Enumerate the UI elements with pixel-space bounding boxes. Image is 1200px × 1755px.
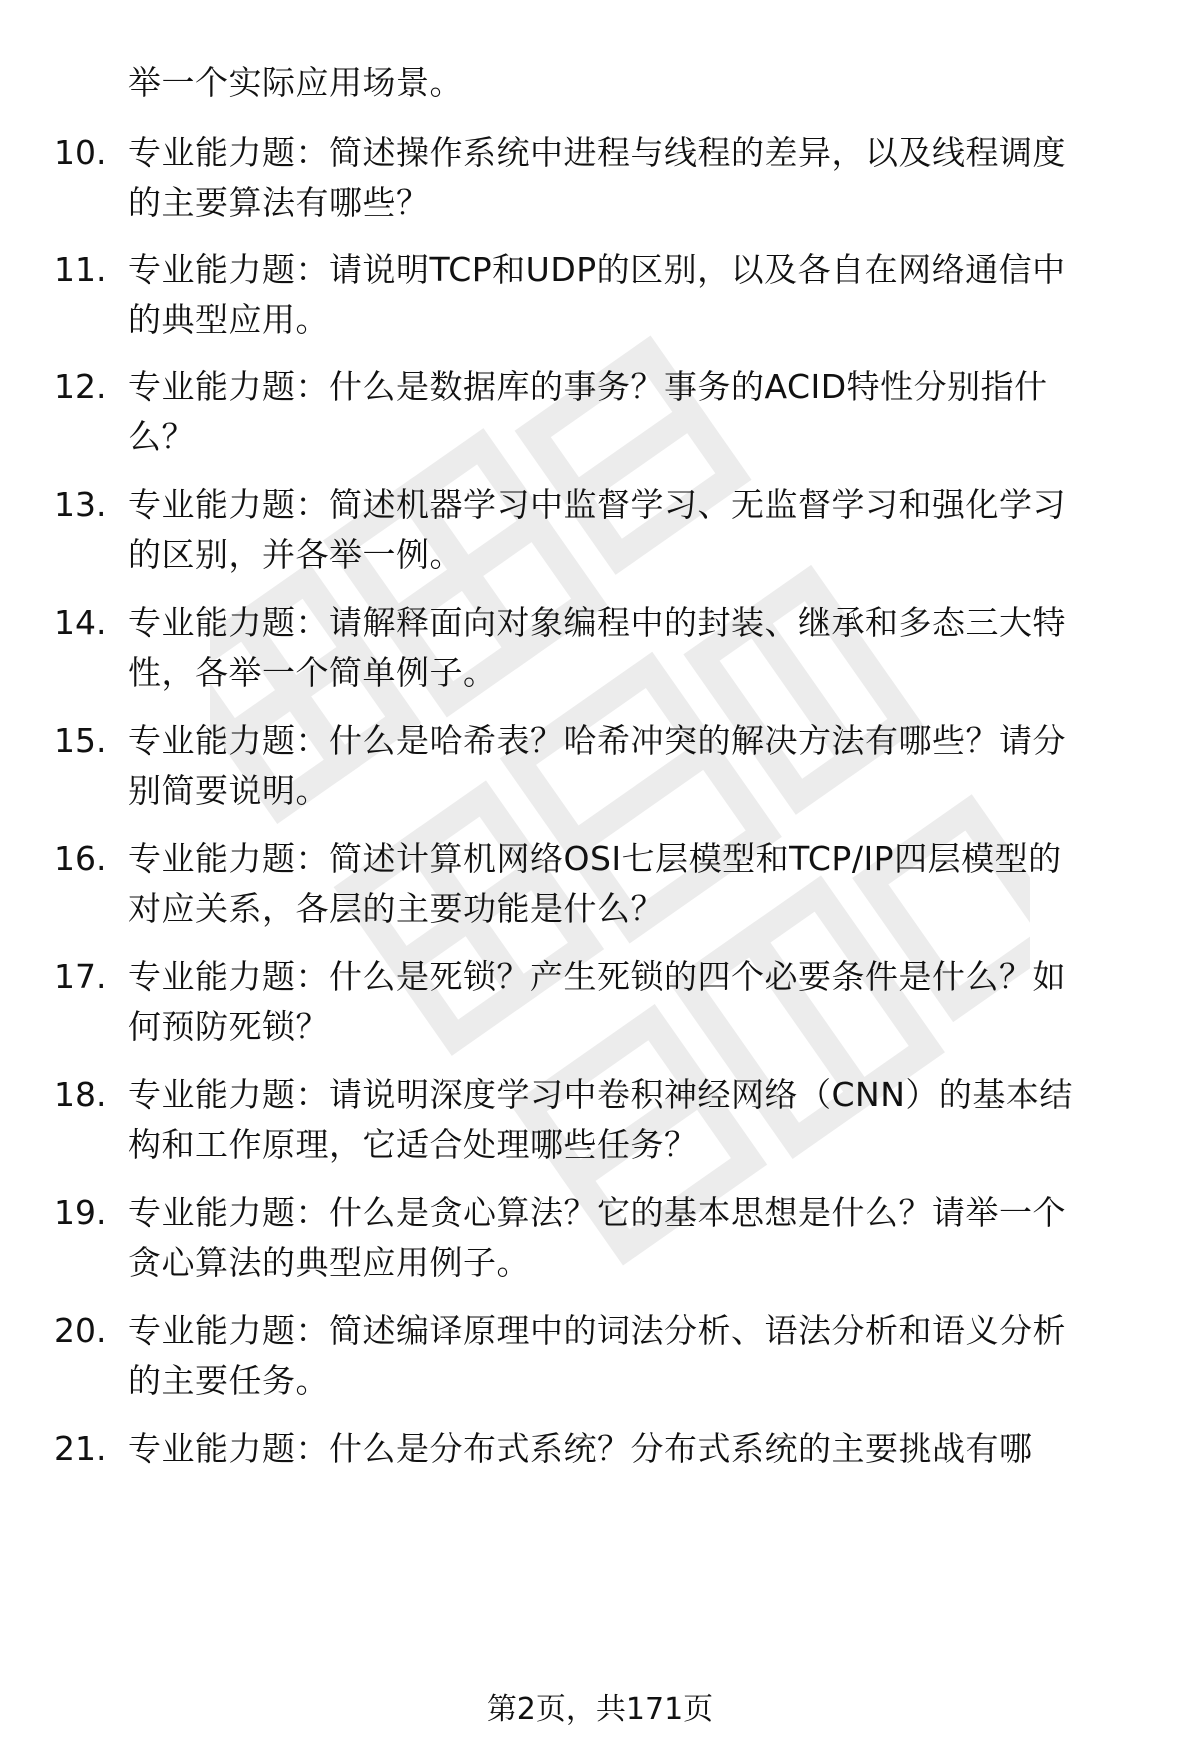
question-number: 12. [54,367,107,406]
question-line: 对应关系，各层的主要功能是什么？ [128,889,664,928]
question-number: 15. [54,721,107,760]
question-line: 贪心算法的典型应用例子。 [128,1243,530,1282]
question-text [128,128,1168,228]
question-line: 构和工作原理，它适合处理哪些任务？ [128,1125,698,1164]
question-text [128,716,1168,816]
question-line: 的典型应用。 [128,300,329,339]
question-line: 专业能力题：请解释面向对象编程中的封装、继承和多态三大特 [128,603,1066,642]
continued-question-line: 举一个实际应用场景。 [128,63,463,102]
question-text [128,1424,1168,1474]
question-number: 20. [54,1311,107,1350]
question-text [128,245,1168,345]
question-line: 的主要任务。 [128,1361,329,1400]
question-number: 19. [54,1193,107,1232]
question-number: 16. [54,839,107,878]
question-line: 专业能力题：简述编译原理中的词法分析、语法分析和语义分析 [128,1311,1066,1350]
question-line: 性，各举一个简单例子。 [128,653,497,692]
question-number: 13. [54,485,107,524]
question-text [128,1070,1168,1170]
question-line: 专业能力题：什么是贪心算法？它的基本思想是什么？请举一个 [128,1193,1066,1232]
question-text [128,834,1168,934]
question-line: 的区别，并各举一例。 [128,535,463,574]
question-line: 专业能力题：简述操作系统中进程与线程的差异，以及线程调度 [128,133,1066,172]
question-number: 17. [54,957,107,996]
question-line: 的主要算法有哪些？ [128,183,430,222]
question-line: 专业能力题：简述机器学习中监督学习、无监督学习和强化学习 [128,485,1066,524]
question-number: 21. [54,1429,107,1468]
question-line: 何预防死锁？ [128,1007,329,1046]
question-text [128,598,1168,698]
question-text [128,1188,1168,1288]
question-line: 专业能力题：请说明TCP和UDP的区别，以及各自在网络通信中 [128,250,1066,289]
question-number: 11. [54,250,107,289]
question-line: 专业能力题：简述计算机网络OSI七层模型和TCP/IP四层模型的 [128,839,1062,878]
question-line: 专业能力题：什么是分布式系统？分布式系统的主要挑战有哪 [128,1429,1033,1468]
question-number: 14. [54,603,107,642]
question-text [128,362,1168,462]
question-line: 么？ [128,417,195,456]
question-line: 别简要说明。 [128,771,329,810]
question-line: 专业能力题：什么是数据库的事务？事务的ACID特性分别指什 [128,367,1048,406]
question-number: 10. [54,133,107,172]
question-line: 专业能力题：什么是死锁？产生死锁的四个必要条件是什么？如 [128,957,1066,996]
question-text [128,1306,1168,1406]
question-number: 18. [54,1075,107,1114]
question-line: 专业能力题：请说明深度学习中卷积神经网络（CNN）的基本结 [128,1075,1073,1114]
question-line: 专业能力题：什么是哈希表？哈希冲突的解决方法有哪些？请分 [128,721,1066,760]
question-text [128,480,1168,580]
question-text [128,952,1168,1052]
page-number-footer: 第2页，共171页 [486,1692,714,1727]
